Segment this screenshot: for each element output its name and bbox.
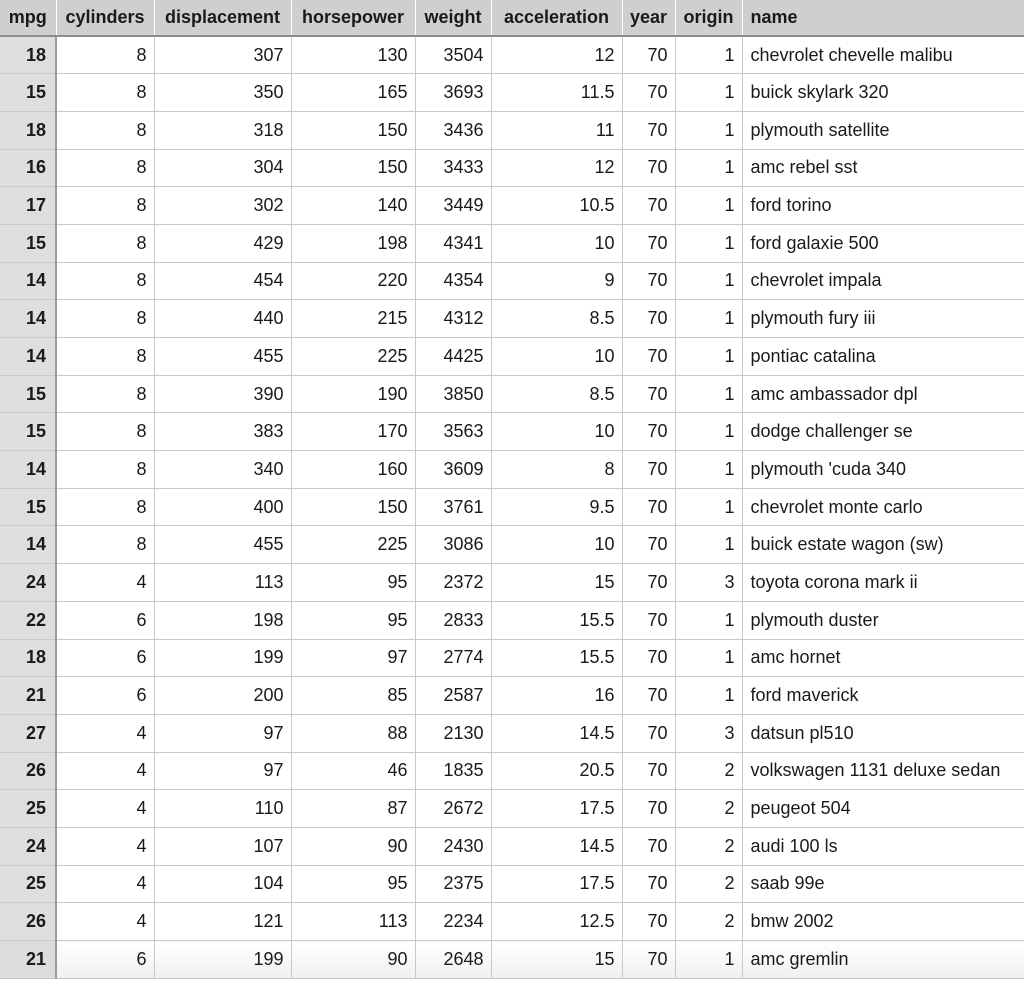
cell-year[interactable]: 70 <box>622 752 675 790</box>
cell-cylinders[interactable]: 6 <box>56 639 154 677</box>
cell-weight[interactable]: 4312 <box>415 300 491 338</box>
cell-displacement[interactable]: 455 <box>154 526 291 564</box>
cell-cylinders[interactable]: 6 <box>56 601 154 639</box>
cell-year[interactable]: 70 <box>622 149 675 187</box>
cell-horsepower[interactable]: 150 <box>291 149 415 187</box>
cell-name[interactable]: chevrolet chevelle malibu <box>742 36 1024 74</box>
cell-name[interactable]: toyota corona mark ii <box>742 564 1024 602</box>
cell-horsepower[interactable]: 225 <box>291 338 415 376</box>
cell-acceleration[interactable]: 17.5 <box>491 790 622 828</box>
cell-acceleration[interactable]: 9 <box>491 262 622 300</box>
cell-cylinders[interactable]: 8 <box>56 224 154 262</box>
cell-origin[interactable]: 1 <box>675 375 742 413</box>
cell-origin[interactable]: 1 <box>675 36 742 74</box>
table-row[interactable] <box>0 903 1024 941</box>
cell-acceleration[interactable]: 15 <box>491 564 622 602</box>
cell-name[interactable]: pontiac catalina <box>742 338 1024 376</box>
cell-year[interactable]: 70 <box>622 639 675 677</box>
cell-mpg[interactable]: 15 <box>0 224 56 262</box>
cell-origin[interactable]: 1 <box>675 300 742 338</box>
table-row[interactable] <box>0 187 1024 225</box>
cell-name[interactable]: chevrolet monte carlo <box>742 488 1024 526</box>
cell-displacement[interactable]: 318 <box>154 111 291 149</box>
cell-cylinders[interactable]: 8 <box>56 375 154 413</box>
cell-weight[interactable]: 3693 <box>415 74 491 112</box>
cell-mpg[interactable]: 15 <box>0 413 56 451</box>
cell-year[interactable]: 70 <box>622 451 675 489</box>
table-row[interactable] <box>0 36 1024 74</box>
cell-year[interactable]: 70 <box>622 338 675 376</box>
cell-acceleration[interactable]: 14.5 <box>491 714 622 752</box>
cell-origin[interactable]: 3 <box>675 564 742 602</box>
cell-origin[interactable]: 2 <box>675 903 742 941</box>
cell-displacement[interactable]: 199 <box>154 941 291 979</box>
cell-cylinders[interactable]: 4 <box>56 790 154 828</box>
cell-displacement[interactable]: 454 <box>154 262 291 300</box>
cell-name[interactable]: amc ambassador dpl <box>742 375 1024 413</box>
cell-cylinders[interactable]: 4 <box>56 865 154 903</box>
cell-year[interactable]: 70 <box>622 488 675 526</box>
table-row[interactable] <box>0 601 1024 639</box>
cell-acceleration[interactable]: 20.5 <box>491 752 622 790</box>
cell-cylinders[interactable]: 8 <box>56 451 154 489</box>
cell-acceleration[interactable]: 15.5 <box>491 601 622 639</box>
cell-acceleration[interactable]: 12.5 <box>491 903 622 941</box>
cell-year[interactable]: 70 <box>622 827 675 865</box>
cell-acceleration[interactable]: 10 <box>491 526 622 564</box>
cell-name[interactable]: amc rebel sst <box>742 149 1024 187</box>
cell-mpg[interactable]: 21 <box>0 941 56 979</box>
cell-weight[interactable]: 4354 <box>415 262 491 300</box>
column-header-cylinders[interactable]: cylinders <box>56 0 154 36</box>
cell-year[interactable]: 70 <box>622 300 675 338</box>
cell-displacement[interactable]: 400 <box>154 488 291 526</box>
header-row <box>0 0 1024 36</box>
cell-horsepower[interactable]: 85 <box>291 677 415 715</box>
cell-cylinders[interactable]: 6 <box>56 941 154 979</box>
cell-horsepower[interactable]: 225 <box>291 526 415 564</box>
column-header-displacement[interactable]: displacement <box>154 0 291 36</box>
cell-name[interactable]: dodge challenger se <box>742 413 1024 451</box>
cell-mpg[interactable]: 22 <box>0 601 56 639</box>
cell-mpg[interactable]: 27 <box>0 714 56 752</box>
cell-displacement[interactable]: 121 <box>154 903 291 941</box>
cell-origin[interactable]: 1 <box>675 526 742 564</box>
cell-origin[interactable]: 1 <box>675 941 742 979</box>
cell-name[interactable]: amc gremlin <box>742 941 1024 979</box>
cell-acceleration[interactable]: 12 <box>491 149 622 187</box>
table-header <box>0 0 1024 36</box>
cell-cylinders[interactable]: 8 <box>56 36 154 74</box>
cell-horsepower[interactable]: 165 <box>291 74 415 112</box>
cell-horsepower[interactable]: 198 <box>291 224 415 262</box>
cell-displacement[interactable]: 113 <box>154 564 291 602</box>
cell-acceleration[interactable]: 9.5 <box>491 488 622 526</box>
cell-cylinders[interactable]: 8 <box>56 300 154 338</box>
cell-displacement[interactable]: 429 <box>154 224 291 262</box>
cell-mpg[interactable]: 14 <box>0 526 56 564</box>
cell-cylinders[interactable]: 8 <box>56 262 154 300</box>
cell-weight[interactable]: 2587 <box>415 677 491 715</box>
cell-horsepower[interactable]: 46 <box>291 752 415 790</box>
cell-weight[interactable]: 4425 <box>415 338 491 376</box>
cell-acceleration[interactable]: 14.5 <box>491 827 622 865</box>
cell-cylinders[interactable]: 8 <box>56 74 154 112</box>
cell-mpg[interactable]: 24 <box>0 827 56 865</box>
cell-origin[interactable]: 1 <box>675 451 742 489</box>
table-row[interactable] <box>0 300 1024 338</box>
table-row[interactable] <box>0 790 1024 828</box>
cell-name[interactable]: peugeot 504 <box>742 790 1024 828</box>
cell-mpg[interactable]: 14 <box>0 451 56 489</box>
cell-origin[interactable]: 2 <box>675 752 742 790</box>
cell-weight[interactable]: 2774 <box>415 639 491 677</box>
cell-year[interactable]: 70 <box>622 187 675 225</box>
column-header-origin[interactable]: origin <box>675 0 742 36</box>
cell-weight[interactable]: 2430 <box>415 827 491 865</box>
table-row[interactable] <box>0 865 1024 903</box>
table-row[interactable] <box>0 338 1024 376</box>
cell-weight[interactable]: 3504 <box>415 36 491 74</box>
cell-mpg[interactable]: 14 <box>0 338 56 376</box>
cell-name[interactable]: plymouth fury iii <box>742 300 1024 338</box>
cell-mpg[interactable]: 15 <box>0 375 56 413</box>
cell-name[interactable]: datsun pl510 <box>742 714 1024 752</box>
cell-acceleration[interactable]: 10.5 <box>491 187 622 225</box>
cell-name[interactable]: plymouth duster <box>742 601 1024 639</box>
cell-horsepower[interactable]: 150 <box>291 111 415 149</box>
cell-name[interactable]: audi 100 ls <box>742 827 1024 865</box>
cell-year[interactable]: 70 <box>622 903 675 941</box>
cell-weight[interactable]: 3563 <box>415 413 491 451</box>
cell-origin[interactable]: 1 <box>675 601 742 639</box>
cell-year[interactable]: 70 <box>622 36 675 74</box>
cell-name[interactable]: saab 99e <box>742 865 1024 903</box>
table-row[interactable] <box>0 375 1024 413</box>
cell-acceleration[interactable]: 12 <box>491 36 622 74</box>
cell-cylinders[interactable]: 4 <box>56 827 154 865</box>
table-row[interactable] <box>0 149 1024 187</box>
cell-name[interactable]: chevrolet impala <box>742 262 1024 300</box>
cell-weight[interactable]: 3850 <box>415 375 491 413</box>
cell-displacement[interactable]: 383 <box>154 413 291 451</box>
cell-mpg[interactable]: 15 <box>0 488 56 526</box>
cell-year[interactable]: 70 <box>622 262 675 300</box>
cell-name[interactable]: ford maverick <box>742 677 1024 715</box>
cell-name[interactable]: plymouth 'cuda 340 <box>742 451 1024 489</box>
table-row[interactable] <box>0 526 1024 564</box>
cell-weight[interactable]: 2234 <box>415 903 491 941</box>
cell-weight[interactable]: 2375 <box>415 865 491 903</box>
cell-cylinders[interactable]: 8 <box>56 338 154 376</box>
cell-mpg[interactable]: 14 <box>0 300 56 338</box>
cell-mpg[interactable]: 21 <box>0 677 56 715</box>
table-row[interactable] <box>0 262 1024 300</box>
cell-mpg[interactable]: 17 <box>0 187 56 225</box>
table-row[interactable] <box>0 941 1024 979</box>
cell-acceleration[interactable]: 15 <box>491 941 622 979</box>
cell-horsepower[interactable]: 220 <box>291 262 415 300</box>
cell-origin[interactable]: 1 <box>675 262 742 300</box>
table-row[interactable] <box>0 488 1024 526</box>
cell-origin[interactable]: 1 <box>675 74 742 112</box>
cell-year[interactable]: 70 <box>622 375 675 413</box>
cell-name[interactable]: buick estate wagon (sw) <box>742 526 1024 564</box>
cell-year[interactable]: 70 <box>622 790 675 828</box>
table-row[interactable] <box>0 451 1024 489</box>
cell-origin[interactable]: 1 <box>675 111 742 149</box>
cell-origin[interactable]: 1 <box>675 224 742 262</box>
cell-mpg[interactable]: 26 <box>0 752 56 790</box>
cell-horsepower[interactable]: 190 <box>291 375 415 413</box>
cell-year[interactable]: 70 <box>622 677 675 715</box>
cell-acceleration[interactable]: 8 <box>491 451 622 489</box>
column-header-horsepower[interactable]: horsepower <box>291 0 415 36</box>
table-row[interactable] <box>0 74 1024 112</box>
table-row[interactable] <box>0 714 1024 752</box>
cell-mpg[interactable]: 18 <box>0 639 56 677</box>
cell-mpg[interactable]: 16 <box>0 149 56 187</box>
column-header-weight[interactable]: weight <box>415 0 491 36</box>
cell-horsepower[interactable]: 88 <box>291 714 415 752</box>
cell-mpg[interactable]: 26 <box>0 903 56 941</box>
cell-horsepower[interactable]: 97 <box>291 639 415 677</box>
cell-weight[interactable]: 2672 <box>415 790 491 828</box>
cell-mpg[interactable]: 14 <box>0 262 56 300</box>
cell-horsepower[interactable]: 170 <box>291 413 415 451</box>
cell-acceleration[interactable]: 17.5 <box>491 865 622 903</box>
cell-cylinders[interactable]: 8 <box>56 526 154 564</box>
cell-displacement[interactable]: 350 <box>154 74 291 112</box>
cell-year[interactable]: 70 <box>622 224 675 262</box>
cell-origin[interactable]: 1 <box>675 488 742 526</box>
table-row[interactable] <box>0 224 1024 262</box>
cell-displacement[interactable]: 104 <box>154 865 291 903</box>
cell-name[interactable]: plymouth satellite <box>742 111 1024 149</box>
cell-horsepower[interactable]: 95 <box>291 601 415 639</box>
cell-year[interactable]: 70 <box>622 714 675 752</box>
cell-name[interactable]: buick skylark 320 <box>742 74 1024 112</box>
cell-displacement[interactable]: 455 <box>154 338 291 376</box>
cell-acceleration[interactable]: 10 <box>491 413 622 451</box>
table-row[interactable] <box>0 752 1024 790</box>
cell-year[interactable]: 70 <box>622 865 675 903</box>
column-header-name[interactable]: name <box>742 0 1024 36</box>
cell-weight[interactable]: 3761 <box>415 488 491 526</box>
cell-acceleration[interactable]: 8.5 <box>491 375 622 413</box>
cell-cylinders[interactable]: 8 <box>56 413 154 451</box>
cell-horsepower[interactable]: 87 <box>291 790 415 828</box>
cell-horsepower[interactable]: 95 <box>291 865 415 903</box>
table-row[interactable] <box>0 827 1024 865</box>
cell-year[interactable]: 70 <box>622 526 675 564</box>
cell-acceleration[interactable]: 10 <box>491 338 622 376</box>
cell-weight[interactable]: 3086 <box>415 526 491 564</box>
table-row[interactable] <box>0 564 1024 602</box>
cell-weight[interactable]: 3609 <box>415 451 491 489</box>
cell-year[interactable]: 70 <box>622 74 675 112</box>
cell-displacement[interactable]: 302 <box>154 187 291 225</box>
cell-name[interactable]: volkswagen 1131 deluxe sedan <box>742 752 1024 790</box>
cell-origin[interactable]: 2 <box>675 865 742 903</box>
column-header-year[interactable]: year <box>622 0 675 36</box>
cell-horsepower[interactable]: 160 <box>291 451 415 489</box>
cell-weight[interactable]: 1835 <box>415 752 491 790</box>
cell-horsepower[interactable]: 90 <box>291 941 415 979</box>
cell-cylinders[interactable]: 8 <box>56 488 154 526</box>
cell-displacement[interactable]: 304 <box>154 149 291 187</box>
cell-acceleration[interactable]: 11.5 <box>491 74 622 112</box>
cell-acceleration[interactable]: 8.5 <box>491 300 622 338</box>
cell-acceleration[interactable]: 16 <box>491 677 622 715</box>
cell-name[interactable]: ford torino <box>742 187 1024 225</box>
cell-displacement[interactable]: 198 <box>154 601 291 639</box>
cell-displacement[interactable]: 390 <box>154 375 291 413</box>
column-header-mpg[interactable]: mpg <box>0 0 56 36</box>
cell-weight[interactable]: 3433 <box>415 149 491 187</box>
cell-origin[interactable]: 2 <box>675 827 742 865</box>
cell-mpg[interactable]: 18 <box>0 36 56 74</box>
cell-displacement[interactable]: 97 <box>154 714 291 752</box>
cell-acceleration[interactable]: 11 <box>491 111 622 149</box>
cell-cylinders[interactable]: 4 <box>56 903 154 941</box>
cell-horsepower[interactable]: 90 <box>291 827 415 865</box>
cell-weight[interactable]: 4341 <box>415 224 491 262</box>
cell-year[interactable]: 70 <box>622 413 675 451</box>
cell-name[interactable]: bmw 2002 <box>742 903 1024 941</box>
cell-horsepower[interactable]: 95 <box>291 564 415 602</box>
cell-origin[interactable]: 1 <box>675 413 742 451</box>
cell-name[interactable]: amc hornet <box>742 639 1024 677</box>
cell-origin[interactable]: 3 <box>675 714 742 752</box>
cell-displacement[interactable]: 200 <box>154 677 291 715</box>
cell-acceleration[interactable]: 10 <box>491 224 622 262</box>
cell-horsepower[interactable]: 113 <box>291 903 415 941</box>
cell-year[interactable]: 70 <box>622 941 675 979</box>
table-row[interactable] <box>0 677 1024 715</box>
cell-origin[interactable]: 1 <box>675 187 742 225</box>
cell-displacement[interactable]: 440 <box>154 300 291 338</box>
cell-cylinders[interactable]: 8 <box>56 111 154 149</box>
cell-cylinders[interactable]: 8 <box>56 149 154 187</box>
cell-origin[interactable]: 1 <box>675 639 742 677</box>
cell-horsepower[interactable]: 215 <box>291 300 415 338</box>
cell-displacement[interactable]: 307 <box>154 36 291 74</box>
cell-mpg[interactable]: 25 <box>0 865 56 903</box>
cell-mpg[interactable]: 24 <box>0 564 56 602</box>
cell-acceleration[interactable]: 15.5 <box>491 639 622 677</box>
cell-year[interactable]: 70 <box>622 111 675 149</box>
cell-mpg[interactable]: 18 <box>0 111 56 149</box>
cell-origin[interactable]: 1 <box>675 338 742 376</box>
table-row[interactable] <box>0 413 1024 451</box>
cell-origin[interactable]: 1 <box>675 677 742 715</box>
cell-cylinders[interactable]: 4 <box>56 564 154 602</box>
cell-cylinders[interactable]: 6 <box>56 677 154 715</box>
cell-weight[interactable]: 3449 <box>415 187 491 225</box>
cell-displacement[interactable]: 107 <box>154 827 291 865</box>
table-body <box>0 36 1024 978</box>
table-row[interactable] <box>0 111 1024 149</box>
cell-year[interactable]: 70 <box>622 601 675 639</box>
cell-cylinders[interactable]: 4 <box>56 714 154 752</box>
cell-origin[interactable]: 2 <box>675 790 742 828</box>
cell-weight[interactable]: 3436 <box>415 111 491 149</box>
cell-weight[interactable]: 2372 <box>415 564 491 602</box>
table-row[interactable] <box>0 639 1024 677</box>
cell-mpg[interactable]: 15 <box>0 74 56 112</box>
cell-cylinders[interactable]: 8 <box>56 187 154 225</box>
cell-name[interactable]: ford galaxie 500 <box>742 224 1024 262</box>
cell-year[interactable]: 70 <box>622 564 675 602</box>
cell-horsepower[interactable]: 140 <box>291 187 415 225</box>
cell-displacement[interactable]: 340 <box>154 451 291 489</box>
cell-displacement[interactable]: 97 <box>154 752 291 790</box>
cell-cylinders[interactable]: 4 <box>56 752 154 790</box>
cell-weight[interactable]: 2130 <box>415 714 491 752</box>
cell-horsepower[interactable]: 150 <box>291 488 415 526</box>
cell-weight[interactable]: 2648 <box>415 941 491 979</box>
column-header-acceleration[interactable]: acceleration <box>491 0 622 36</box>
cell-weight[interactable]: 2833 <box>415 601 491 639</box>
cell-displacement[interactable]: 110 <box>154 790 291 828</box>
cell-horsepower[interactable]: 130 <box>291 36 415 74</box>
cell-mpg[interactable]: 25 <box>0 790 56 828</box>
cell-displacement[interactable]: 199 <box>154 639 291 677</box>
cell-origin[interactable]: 1 <box>675 149 742 187</box>
